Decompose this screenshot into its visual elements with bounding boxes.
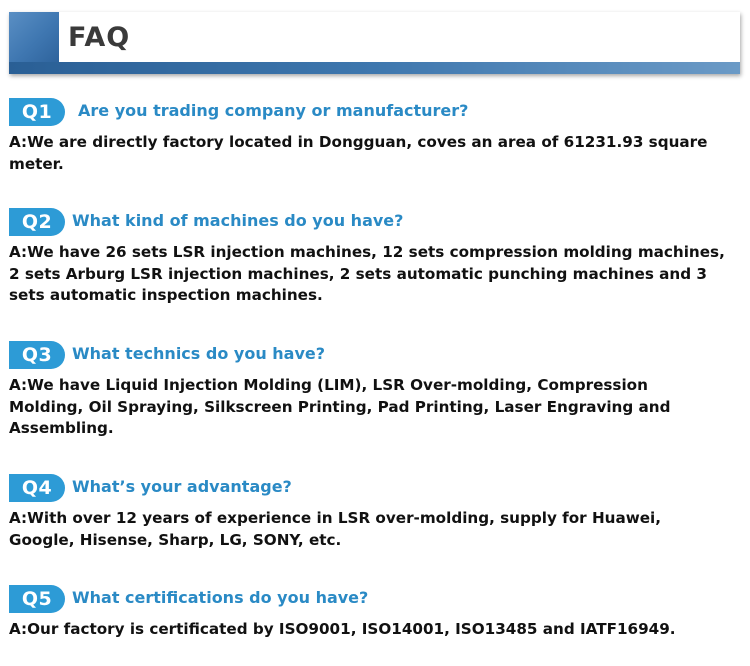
- question-badge: Q5: [9, 585, 65, 613]
- answer-text: A:We have Liquid Injection Molding (LIM), LSR Over-molding, Compression Molding, Oil Spraying, Silkscreen Printing, Pad Printing, Laser Engraving and Assembling.: [9, 376, 671, 437]
- header-underline-bar: [9, 62, 740, 74]
- question-text: What kind of machines do you have?: [72, 211, 404, 230]
- question-row: [9, 98, 734, 126]
- question-row: [9, 341, 734, 369]
- question-text: What technics do you have?: [72, 344, 326, 363]
- question-row: [9, 474, 734, 502]
- faq-item-q2: [9, 208, 734, 307]
- question-badge: Q4: [9, 474, 65, 502]
- answer-text: A:We have 26 sets LSR injection machines, 12 sets compression molding machines, 2 sets Arburg LSR injection machines, 2 sets automatic punching machines and 3 sets automatic inspection machines.: [9, 243, 725, 304]
- question-text: What’s your advantage?: [72, 477, 292, 496]
- answer-text: A:We are directly factory located in Dongguan, coves an area of 61231.93 square meter.: [9, 133, 708, 173]
- question-row: [9, 585, 734, 613]
- faq-item-q5: [9, 585, 734, 641]
- faq-item-q1: [9, 98, 734, 175]
- page-title: FAQ: [68, 22, 131, 53]
- faq-item-q4: [9, 474, 734, 551]
- question-text: Are you trading company or manufacturer?: [78, 101, 469, 120]
- answer-text: A:Our factory is certificated by ISO9001, ISO14001, ISO13485 and IATF16949.: [9, 620, 676, 638]
- faq-header: [9, 12, 740, 74]
- faq-item-q3: [9, 341, 734, 440]
- answer-text: A:With over 12 years of experience in LSR over-molding, supply for Huawei, Google, Hisense, Sharp, LG, SONY, etc.: [9, 509, 662, 549]
- question-badge: Q3: [9, 341, 65, 369]
- question-badge: Q2: [9, 208, 65, 236]
- question-text: What certifications do you have?: [72, 588, 369, 607]
- question-badge: Q1: [9, 98, 65, 126]
- question-row: [9, 208, 734, 236]
- header-accent-block: [9, 12, 59, 62]
